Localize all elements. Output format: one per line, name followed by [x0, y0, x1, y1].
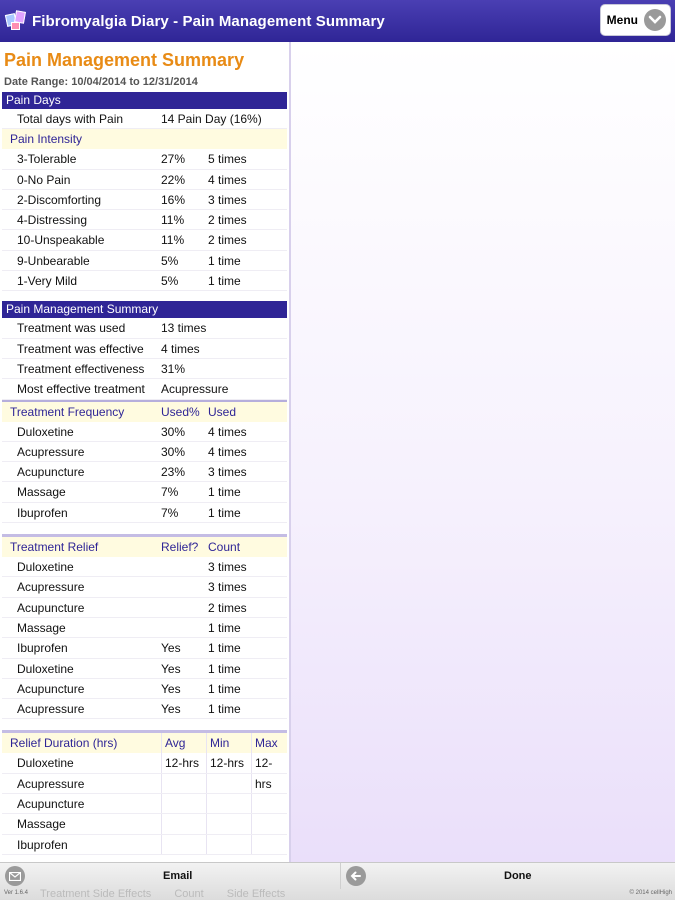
relief-col-count: Count: [208, 540, 241, 555]
duration-col-max: Max: [251, 733, 287, 753]
intensity-name: 3-Tolerable: [17, 152, 77, 167]
treatment-pct: 7%: [161, 505, 179, 520]
table-row: [2, 774, 287, 794]
duration-avg: [161, 814, 206, 833]
duration-max: [251, 794, 287, 813]
pm-value: 13 times: [161, 321, 207, 336]
duration-max: [251, 835, 287, 854]
table-row: [2, 557, 287, 577]
intensity-pct: 11%: [161, 233, 185, 248]
intensity-name: 4-Distressing: [17, 213, 88, 228]
side-effects-header-ghost: [40, 888, 305, 900]
intensity-count: 1 time: [208, 274, 241, 289]
table-row: [2, 699, 287, 719]
treatment-name: Duloxetine: [17, 756, 74, 771]
list-item: [2, 379, 287, 399]
relief-flag: Yes: [161, 661, 181, 676]
side-effects-col-name: Treatment Side Effects: [40, 888, 152, 900]
pm-label: Most effective treatment: [17, 382, 145, 397]
bottom-toolbar: [0, 862, 675, 900]
app-title: Fibromyalgia Diary - Pain Management Summary: [32, 12, 385, 30]
treatment-name: Massage: [17, 620, 66, 635]
list-item: [2, 230, 287, 250]
pain-intensity-title: Pain Intensity: [10, 132, 83, 147]
relief-duration-table: [0, 733, 289, 854]
treatment-pct: 23%: [161, 465, 186, 480]
duration-header: [2, 733, 287, 753]
relief-flag: [161, 577, 208, 596]
treatment-name: Acupressure: [17, 702, 85, 717]
table-row: [2, 794, 287, 814]
table-row: [2, 638, 287, 658]
treatment-name: Acupressure: [17, 776, 85, 791]
summary-pane[interactable]: [0, 42, 291, 862]
intensity-name: 10-Unspeakable: [17, 233, 105, 248]
relief-count: 1 time: [208, 620, 241, 635]
list-item: [2, 271, 287, 291]
duration-min: [206, 814, 251, 833]
frequency-col-name: Treatment Frequency: [10, 404, 125, 419]
treatment-count: 4 times: [208, 424, 247, 439]
pm-value: 4 times: [161, 341, 200, 356]
relief-count: 1 time: [208, 661, 241, 676]
pain-days-header: Pain Days: [2, 92, 287, 109]
table-row: [2, 442, 287, 462]
side-effects-col-count: Count: [174, 888, 204, 900]
treatment-name: Acupuncture: [17, 681, 85, 696]
treatment-name: Duloxetine: [17, 424, 74, 439]
table-row: [2, 482, 287, 502]
intensity-count: 2 times: [208, 213, 247, 228]
email-label: Email: [163, 870, 193, 882]
relief-flag: [161, 598, 208, 617]
done-label: Done: [504, 870, 532, 882]
relief-header: [2, 537, 287, 557]
table-row: [2, 598, 287, 618]
relief-flag: [161, 557, 208, 576]
relief-flag: Yes: [161, 641, 181, 656]
intensity-pct: 11%: [161, 213, 185, 228]
duration-max: 12-hrs: [251, 753, 287, 772]
pm-label: Treatment was used: [17, 321, 126, 336]
table-row: [2, 577, 287, 597]
chevron-down-icon: [644, 9, 666, 31]
intensity-count: 3 times: [208, 192, 247, 207]
menu-label: Menu: [606, 13, 638, 27]
relief-col-name: Treatment Relief: [10, 540, 99, 555]
date-range: Date Range: 10/04/2014 to 12/31/2014: [4, 76, 198, 88]
duration-min: [206, 774, 251, 793]
intensity-name: 9-Unbearable: [17, 253, 90, 268]
list-item: [2, 210, 287, 230]
table-row: [2, 659, 287, 679]
treatment-count: 3 times: [208, 465, 247, 480]
title-bar: [0, 0, 675, 42]
treatment-name: Ibuprofen: [17, 641, 68, 656]
list-item: [2, 149, 287, 169]
envelope-icon: [5, 866, 25, 886]
relief-count: 1 time: [208, 641, 241, 656]
frequency-col-used: Used: [208, 404, 237, 419]
treatment-name: Acupuncture: [17, 797, 85, 812]
relief-count: 3 times: [208, 580, 247, 595]
relief-col-relief: Relief?: [161, 540, 199, 555]
intensity-count: 2 times: [208, 233, 247, 248]
duration-col-name: Relief Duration (hrs): [10, 736, 118, 751]
intensity-pct: 5%: [161, 253, 179, 268]
intensity-pct: 16%: [161, 192, 186, 207]
table-row: [2, 679, 287, 699]
table-row: [2, 503, 287, 523]
version-label: Ver 1.6.4: [4, 890, 29, 896]
relief-count: 2 times: [208, 600, 247, 615]
treatment-count: 1 time: [208, 485, 241, 500]
list-item: [2, 339, 287, 359]
duration-min: [206, 835, 251, 854]
arrow-left-icon: [346, 866, 366, 886]
pain-intensity-list: [0, 149, 289, 291]
pm-summary-header: Pain Management Summary: [2, 301, 287, 318]
done-button[interactable]: [340, 863, 675, 889]
list-item: [2, 251, 287, 271]
treatment-pct: 7%: [161, 485, 179, 500]
summary-title: Pain Management Summary: [4, 50, 245, 70]
email-button[interactable]: [0, 863, 340, 889]
duration-col-avg: Avg: [161, 733, 206, 753]
pm-value: Acupressure: [161, 382, 229, 397]
table-row: [2, 835, 287, 855]
table-row: [2, 618, 287, 638]
table-row: [2, 814, 287, 834]
relief-flag: Yes: [161, 702, 181, 717]
relief-count: 1 time: [208, 681, 241, 696]
intensity-count: 1 time: [208, 253, 241, 268]
treatment-pct: 30%: [161, 444, 186, 459]
side-effects-col-effects: Side Effects: [226, 888, 286, 900]
treatment-name: Acupuncture: [17, 600, 85, 615]
duration-avg: 12-hrs: [161, 753, 206, 772]
relief-flag: Yes: [161, 681, 181, 696]
treatment-pct: 30%: [161, 424, 186, 439]
duration-avg: [161, 835, 206, 854]
relief-count: 1 time: [208, 702, 241, 717]
intensity-name: 2-Discomforting: [17, 192, 102, 207]
total-pain-days-value: 14 Pain Day (16%): [161, 112, 262, 126]
table-row: [2, 462, 287, 482]
frequency-header: [2, 402, 287, 422]
relief-count: 3 times: [208, 560, 247, 575]
treatment-name: Ibuprofen: [17, 837, 68, 852]
list-item: [2, 359, 287, 379]
pm-label: Treatment was effective: [17, 341, 144, 356]
pm-value: 31%: [161, 361, 186, 376]
list-item: [2, 318, 287, 338]
intensity-pct: 27%: [161, 152, 186, 167]
duration-min: 12-hrs: [206, 753, 251, 772]
intensity-count: 5 times: [208, 152, 247, 167]
total-pain-days-row: [2, 109, 287, 129]
frequency-col-pct: Used%: [161, 404, 200, 419]
duration-max: [251, 814, 287, 833]
list-item: [2, 190, 287, 210]
intensity-name: 1-Very Mild: [17, 274, 78, 289]
pm-label: Treatment effectiveness: [17, 361, 145, 376]
duration-avg: [161, 794, 206, 813]
duration-avg: [161, 774, 206, 793]
menu-button[interactable]: [600, 4, 671, 36]
treatment-name: Acupressure: [17, 444, 85, 459]
treatment-name: Massage: [17, 817, 66, 832]
treatment-name: Duloxetine: [17, 661, 74, 676]
relief-flag: [161, 618, 208, 637]
intensity-pct: 22%: [161, 172, 186, 187]
app-logo-icon: [4, 8, 30, 34]
treatment-count: 1 time: [208, 505, 241, 520]
duration-max: [251, 774, 287, 793]
copyright-label: © 2014 cellHigh: [629, 890, 672, 896]
treatment-name: Massage: [17, 485, 66, 500]
list-item: [2, 170, 287, 190]
duration-min: [206, 794, 251, 813]
treatment-name: Duloxetine: [17, 560, 74, 575]
intensity-pct: 5%: [161, 274, 179, 289]
treatment-name: Ibuprofen: [17, 505, 68, 520]
pain-intensity-header: [2, 129, 287, 149]
treatment-name: Acupuncture: [17, 465, 85, 480]
treatment-count: 4 times: [208, 444, 247, 459]
duration-col-min: Min: [206, 733, 251, 753]
intensity-name: 0-No Pain: [17, 172, 71, 187]
intensity-count: 4 times: [208, 172, 247, 187]
detail-pane: [291, 42, 675, 862]
treatment-name: Acupressure: [17, 580, 85, 595]
table-row: [2, 422, 287, 442]
total-pain-days-label: Total days with Pain: [17, 112, 124, 126]
